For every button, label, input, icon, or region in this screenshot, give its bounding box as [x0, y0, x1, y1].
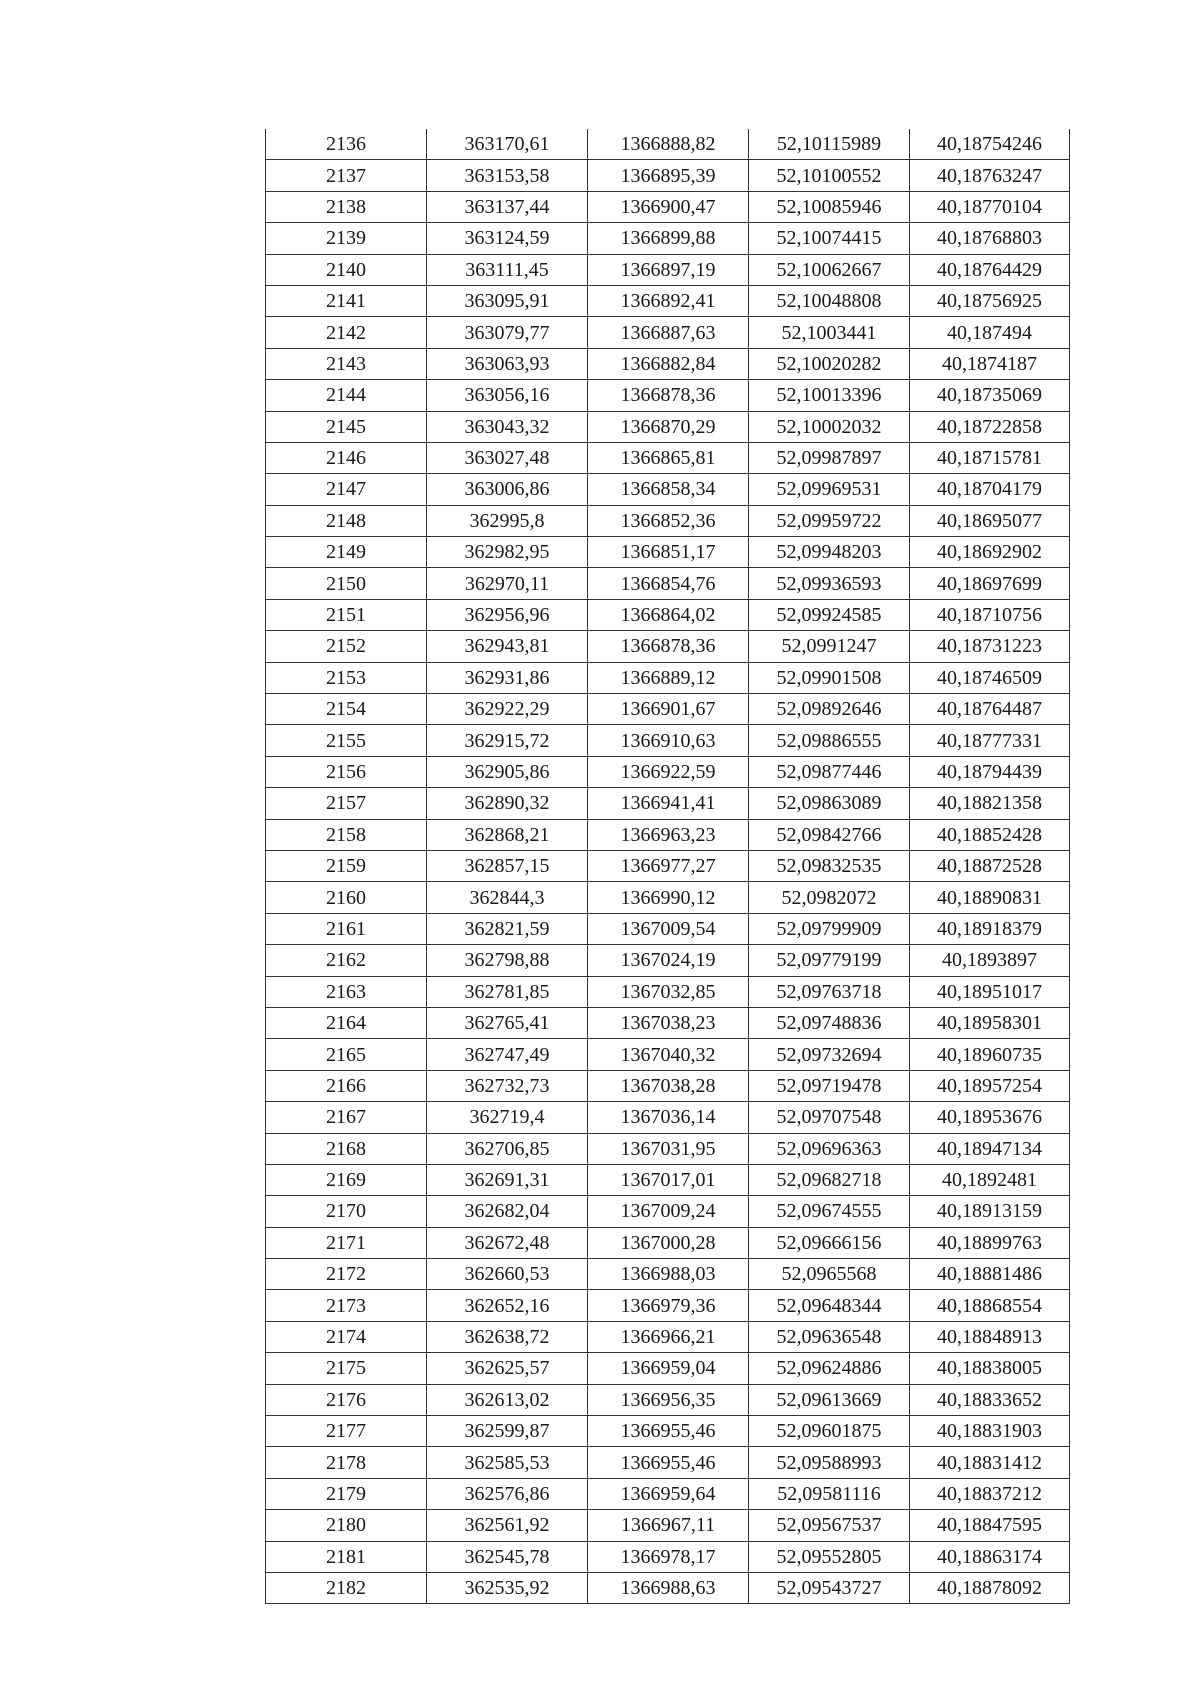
y-coordinate-cell: 1366941,41 — [588, 788, 749, 819]
table-row — [266, 160, 1070, 191]
latitude-cell: 52,09567537 — [749, 1510, 910, 1541]
table-row — [266, 223, 1070, 254]
latitude-cell: 52,09613669 — [749, 1384, 910, 1415]
x-coordinate-cell: 362781,85 — [427, 976, 588, 1007]
point-number-cell: 2141 — [266, 285, 427, 316]
table-row — [266, 662, 1070, 693]
y-coordinate-cell: 1366979,36 — [588, 1290, 749, 1321]
point-number-cell: 2168 — [266, 1133, 427, 1164]
point-number-cell: 2170 — [266, 1196, 427, 1227]
x-coordinate-cell: 362995,8 — [427, 505, 588, 536]
table-row — [266, 1510, 1070, 1541]
x-coordinate-cell: 362821,59 — [427, 913, 588, 944]
latitude-cell: 52,09648344 — [749, 1290, 910, 1321]
y-coordinate-cell: 1366865,81 — [588, 442, 749, 473]
x-coordinate-cell: 362682,04 — [427, 1196, 588, 1227]
x-coordinate-cell: 362922,29 — [427, 694, 588, 725]
point-number-cell: 2182 — [266, 1572, 427, 1603]
longitude-cell: 40,18756925 — [910, 285, 1070, 316]
x-coordinate-cell: 363027,48 — [427, 442, 588, 473]
longitude-cell: 40,18831903 — [910, 1416, 1070, 1447]
y-coordinate-cell: 1367038,23 — [588, 1007, 749, 1038]
latitude-cell: 52,09779199 — [749, 945, 910, 976]
point-number-cell: 2138 — [266, 191, 427, 222]
latitude-cell: 52,10085946 — [749, 191, 910, 222]
y-coordinate-cell: 1366955,46 — [588, 1447, 749, 1478]
x-coordinate-cell: 362672,48 — [427, 1227, 588, 1258]
point-number-cell: 2180 — [266, 1510, 427, 1541]
latitude-cell: 52,0991247 — [749, 631, 910, 662]
latitude-cell: 52,0965568 — [749, 1259, 910, 1290]
point-number-cell: 2167 — [266, 1102, 427, 1133]
table-row — [266, 1541, 1070, 1572]
point-number-cell: 2144 — [266, 380, 427, 411]
table-row — [266, 599, 1070, 630]
y-coordinate-cell: 1366963,23 — [588, 819, 749, 850]
longitude-cell: 40,18754246 — [910, 129, 1070, 160]
y-coordinate-cell: 1366959,64 — [588, 1478, 749, 1509]
table-row — [266, 191, 1070, 222]
point-number-cell: 2156 — [266, 756, 427, 787]
longitude-cell: 40,18821358 — [910, 788, 1070, 819]
longitude-cell: 40,18704179 — [910, 474, 1070, 505]
longitude-cell: 40,18890831 — [910, 882, 1070, 913]
longitude-cell: 40,18833652 — [910, 1384, 1070, 1415]
x-coordinate-cell: 362576,86 — [427, 1478, 588, 1509]
longitude-cell: 40,1892481 — [910, 1164, 1070, 1195]
longitude-cell: 40,187494 — [910, 317, 1070, 348]
longitude-cell: 40,18731223 — [910, 631, 1070, 662]
y-coordinate-cell: 1366878,36 — [588, 380, 749, 411]
table-row — [266, 631, 1070, 662]
latitude-cell: 52,09892646 — [749, 694, 910, 725]
x-coordinate-cell: 362905,86 — [427, 756, 588, 787]
table-row — [266, 1384, 1070, 1415]
point-number-cell: 2154 — [266, 694, 427, 725]
point-number-cell: 2145 — [266, 411, 427, 442]
point-number-cell: 2148 — [266, 505, 427, 536]
x-coordinate-cell: 362706,85 — [427, 1133, 588, 1164]
table-row — [266, 380, 1070, 411]
y-coordinate-cell: 1367040,32 — [588, 1039, 749, 1070]
latitude-cell: 52,10013396 — [749, 380, 910, 411]
table-row — [266, 1039, 1070, 1070]
latitude-cell: 52,09842766 — [749, 819, 910, 850]
latitude-cell: 52,09987897 — [749, 442, 910, 473]
point-number-cell: 2172 — [266, 1259, 427, 1290]
table-row — [266, 819, 1070, 850]
table-row — [266, 129, 1070, 160]
latitude-cell: 52,10002032 — [749, 411, 910, 442]
latitude-cell: 52,09732694 — [749, 1039, 910, 1070]
y-coordinate-cell: 1366899,88 — [588, 223, 749, 254]
table-row — [266, 945, 1070, 976]
table-row — [266, 1353, 1070, 1384]
table-row — [266, 976, 1070, 1007]
x-coordinate-cell: 362956,96 — [427, 599, 588, 630]
table-row — [266, 474, 1070, 505]
y-coordinate-cell: 1367024,19 — [588, 945, 749, 976]
point-number-cell: 2136 — [266, 129, 427, 160]
x-coordinate-cell: 362982,95 — [427, 537, 588, 568]
table-row — [266, 285, 1070, 316]
point-number-cell: 2176 — [266, 1384, 427, 1415]
x-coordinate-cell: 362970,11 — [427, 568, 588, 599]
x-coordinate-cell: 363063,93 — [427, 348, 588, 379]
table-row — [266, 1102, 1070, 1133]
longitude-cell: 40,18881486 — [910, 1259, 1070, 1290]
x-coordinate-cell: 362868,21 — [427, 819, 588, 850]
point-number-cell: 2179 — [266, 1478, 427, 1509]
latitude-cell: 52,10062667 — [749, 254, 910, 285]
table-row — [266, 1478, 1070, 1509]
y-coordinate-cell: 1367009,24 — [588, 1196, 749, 1227]
point-number-cell: 2137 — [266, 160, 427, 191]
y-coordinate-cell: 1366990,12 — [588, 882, 749, 913]
latitude-cell: 52,09636548 — [749, 1321, 910, 1352]
point-number-cell: 2171 — [266, 1227, 427, 1258]
point-number-cell: 2151 — [266, 599, 427, 630]
point-number-cell: 2164 — [266, 1007, 427, 1038]
point-number-cell: 2152 — [266, 631, 427, 662]
point-number-cell: 2178 — [266, 1447, 427, 1478]
point-number-cell: 2161 — [266, 913, 427, 944]
point-number-cell: 2149 — [266, 537, 427, 568]
x-coordinate-cell: 362660,53 — [427, 1259, 588, 1290]
table-row — [266, 725, 1070, 756]
point-number-cell: 2173 — [266, 1290, 427, 1321]
longitude-cell: 40,18947134 — [910, 1133, 1070, 1164]
latitude-cell: 52,10020282 — [749, 348, 910, 379]
point-number-cell: 2157 — [266, 788, 427, 819]
y-coordinate-cell: 1366900,47 — [588, 191, 749, 222]
point-number-cell: 2140 — [266, 254, 427, 285]
table-row — [266, 537, 1070, 568]
latitude-cell: 52,09901508 — [749, 662, 910, 693]
table-row — [266, 850, 1070, 881]
longitude-cell: 40,18852428 — [910, 819, 1070, 850]
coordinates-table — [265, 129, 1070, 1604]
x-coordinate-cell: 363095,91 — [427, 285, 588, 316]
table-row — [266, 411, 1070, 442]
longitude-cell: 40,18863174 — [910, 1541, 1070, 1572]
table-row — [266, 1447, 1070, 1478]
y-coordinate-cell: 1366897,19 — [588, 254, 749, 285]
point-number-cell: 2160 — [266, 882, 427, 913]
latitude-cell: 52,09763718 — [749, 976, 910, 1007]
point-number-cell: 2174 — [266, 1321, 427, 1352]
latitude-cell: 52,09674555 — [749, 1196, 910, 1227]
y-coordinate-cell: 1366955,46 — [588, 1416, 749, 1447]
latitude-cell: 52,09543727 — [749, 1572, 910, 1603]
point-number-cell: 2139 — [266, 223, 427, 254]
y-coordinate-cell: 1366901,67 — [588, 694, 749, 725]
table-row — [266, 1321, 1070, 1352]
x-coordinate-cell: 363137,44 — [427, 191, 588, 222]
longitude-cell: 40,18957254 — [910, 1070, 1070, 1101]
longitude-cell: 40,18722858 — [910, 411, 1070, 442]
y-coordinate-cell: 1366854,76 — [588, 568, 749, 599]
x-coordinate-cell: 362545,78 — [427, 1541, 588, 1572]
latitude-cell: 52,09863089 — [749, 788, 910, 819]
x-coordinate-cell: 362652,16 — [427, 1290, 588, 1321]
point-number-cell: 2153 — [266, 662, 427, 693]
point-number-cell: 2162 — [266, 945, 427, 976]
longitude-cell: 40,18692902 — [910, 537, 1070, 568]
table-row — [266, 882, 1070, 913]
y-coordinate-cell: 1366882,84 — [588, 348, 749, 379]
y-coordinate-cell: 1367009,54 — [588, 913, 749, 944]
x-coordinate-cell: 362599,87 — [427, 1416, 588, 1447]
latitude-cell: 52,09624886 — [749, 1353, 910, 1384]
longitude-cell: 40,18735069 — [910, 380, 1070, 411]
y-coordinate-cell: 1366988,03 — [588, 1259, 749, 1290]
latitude-cell: 52,09799909 — [749, 913, 910, 944]
x-coordinate-cell: 363056,16 — [427, 380, 588, 411]
latitude-cell: 52,09936593 — [749, 568, 910, 599]
table-row — [266, 1572, 1070, 1603]
x-coordinate-cell: 363043,32 — [427, 411, 588, 442]
table-row — [266, 1164, 1070, 1195]
point-number-cell: 2147 — [266, 474, 427, 505]
longitude-cell: 40,1893897 — [910, 945, 1070, 976]
table-row — [266, 1070, 1070, 1101]
latitude-cell: 52,09581116 — [749, 1478, 910, 1509]
point-number-cell: 2165 — [266, 1039, 427, 1070]
longitude-cell: 40,18715781 — [910, 442, 1070, 473]
longitude-cell: 40,1874187 — [910, 348, 1070, 379]
y-coordinate-cell: 1366870,29 — [588, 411, 749, 442]
latitude-cell: 52,09552805 — [749, 1541, 910, 1572]
x-coordinate-cell: 362747,49 — [427, 1039, 588, 1070]
latitude-cell: 52,0982072 — [749, 882, 910, 913]
table-row — [266, 442, 1070, 473]
table-row — [266, 1007, 1070, 1038]
x-coordinate-cell: 362857,15 — [427, 850, 588, 881]
longitude-cell: 40,18960735 — [910, 1039, 1070, 1070]
longitude-cell: 40,18794439 — [910, 756, 1070, 787]
y-coordinate-cell: 1366878,36 — [588, 631, 749, 662]
latitude-cell: 52,09748836 — [749, 1007, 910, 1038]
y-coordinate-cell: 1366892,41 — [588, 285, 749, 316]
x-coordinate-cell: 363153,58 — [427, 160, 588, 191]
y-coordinate-cell: 1366966,21 — [588, 1321, 749, 1352]
latitude-cell: 52,09877446 — [749, 756, 910, 787]
longitude-cell: 40,18868554 — [910, 1290, 1070, 1321]
x-coordinate-cell: 362931,86 — [427, 662, 588, 693]
latitude-cell: 52,09948203 — [749, 537, 910, 568]
y-coordinate-cell: 1367017,01 — [588, 1164, 749, 1195]
x-coordinate-cell: 362719,4 — [427, 1102, 588, 1133]
longitude-cell: 40,18710756 — [910, 599, 1070, 630]
longitude-cell: 40,18764487 — [910, 694, 1070, 725]
longitude-cell: 40,18953676 — [910, 1102, 1070, 1133]
point-number-cell: 2158 — [266, 819, 427, 850]
y-coordinate-cell: 1366864,02 — [588, 599, 749, 630]
longitude-cell: 40,18831412 — [910, 1447, 1070, 1478]
y-coordinate-cell: 1367031,95 — [588, 1133, 749, 1164]
point-number-cell: 2181 — [266, 1541, 427, 1572]
y-coordinate-cell: 1366922,59 — [588, 756, 749, 787]
x-coordinate-cell: 362732,73 — [427, 1070, 588, 1101]
x-coordinate-cell: 362890,32 — [427, 788, 588, 819]
x-coordinate-cell: 363170,61 — [427, 129, 588, 160]
x-coordinate-cell: 362943,81 — [427, 631, 588, 662]
longitude-cell: 40,18951017 — [910, 976, 1070, 1007]
y-coordinate-cell: 1367038,28 — [588, 1070, 749, 1101]
point-number-cell: 2146 — [266, 442, 427, 473]
x-coordinate-cell: 362613,02 — [427, 1384, 588, 1415]
longitude-cell: 40,18848913 — [910, 1321, 1070, 1352]
table-row — [266, 1196, 1070, 1227]
longitude-cell: 40,18837212 — [910, 1478, 1070, 1509]
y-coordinate-cell: 1366910,63 — [588, 725, 749, 756]
coordinates-table-body — [266, 129, 1070, 1604]
x-coordinate-cell: 362915,72 — [427, 725, 588, 756]
point-number-cell: 2142 — [266, 317, 427, 348]
latitude-cell: 52,09707548 — [749, 1102, 910, 1133]
table-row — [266, 694, 1070, 725]
y-coordinate-cell: 1366959,04 — [588, 1353, 749, 1384]
longitude-cell: 40,18872528 — [910, 850, 1070, 881]
longitude-cell: 40,18918379 — [910, 913, 1070, 944]
longitude-cell: 40,18838005 — [910, 1353, 1070, 1384]
point-number-cell: 2159 — [266, 850, 427, 881]
table-row — [266, 913, 1070, 944]
longitude-cell: 40,18913159 — [910, 1196, 1070, 1227]
latitude-cell: 52,09601875 — [749, 1416, 910, 1447]
x-coordinate-cell: 362844,3 — [427, 882, 588, 913]
longitude-cell: 40,18899763 — [910, 1227, 1070, 1258]
y-coordinate-cell: 1366977,27 — [588, 850, 749, 881]
latitude-cell: 52,1003441 — [749, 317, 910, 348]
longitude-cell: 40,18768803 — [910, 223, 1070, 254]
latitude-cell: 52,09666156 — [749, 1227, 910, 1258]
x-coordinate-cell: 363079,77 — [427, 317, 588, 348]
longitude-cell: 40,18695077 — [910, 505, 1070, 536]
x-coordinate-cell: 362638,72 — [427, 1321, 588, 1352]
point-number-cell: 2163 — [266, 976, 427, 1007]
y-coordinate-cell: 1366988,63 — [588, 1572, 749, 1603]
latitude-cell: 52,10074415 — [749, 223, 910, 254]
longitude-cell: 40,18763247 — [910, 160, 1070, 191]
point-number-cell: 2177 — [266, 1416, 427, 1447]
table-row — [266, 1290, 1070, 1321]
y-coordinate-cell: 1367036,14 — [588, 1102, 749, 1133]
table-row — [266, 505, 1070, 536]
y-coordinate-cell: 1366888,82 — [588, 129, 749, 160]
x-coordinate-cell: 362691,31 — [427, 1164, 588, 1195]
y-coordinate-cell: 1366956,35 — [588, 1384, 749, 1415]
x-coordinate-cell: 362585,53 — [427, 1447, 588, 1478]
longitude-cell: 40,18770104 — [910, 191, 1070, 222]
longitude-cell: 40,18777331 — [910, 725, 1070, 756]
table-row — [266, 756, 1070, 787]
y-coordinate-cell: 1366967,11 — [588, 1510, 749, 1541]
y-coordinate-cell: 1366858,34 — [588, 474, 749, 505]
x-coordinate-cell: 362798,88 — [427, 945, 588, 976]
point-number-cell: 2143 — [266, 348, 427, 379]
point-number-cell: 2166 — [266, 1070, 427, 1101]
x-coordinate-cell: 363111,45 — [427, 254, 588, 285]
table-row — [266, 788, 1070, 819]
x-coordinate-cell: 363006,86 — [427, 474, 588, 505]
y-coordinate-cell: 1366978,17 — [588, 1541, 749, 1572]
x-coordinate-cell: 362535,92 — [427, 1572, 588, 1603]
longitude-cell: 40,18878092 — [910, 1572, 1070, 1603]
y-coordinate-cell: 1366851,17 — [588, 537, 749, 568]
y-coordinate-cell: 1366895,39 — [588, 160, 749, 191]
longitude-cell: 40,18746509 — [910, 662, 1070, 693]
x-coordinate-cell: 362561,92 — [427, 1510, 588, 1541]
x-coordinate-cell: 362765,41 — [427, 1007, 588, 1038]
point-number-cell: 2150 — [266, 568, 427, 599]
y-coordinate-cell: 1366887,63 — [588, 317, 749, 348]
latitude-cell: 52,10048808 — [749, 285, 910, 316]
x-coordinate-cell: 362625,57 — [427, 1353, 588, 1384]
longitude-cell: 40,18847595 — [910, 1510, 1070, 1541]
y-coordinate-cell: 1366852,36 — [588, 505, 749, 536]
latitude-cell: 52,09696363 — [749, 1133, 910, 1164]
latitude-cell: 52,09924585 — [749, 599, 910, 630]
y-coordinate-cell: 1367000,28 — [588, 1227, 749, 1258]
latitude-cell: 52,10100552 — [749, 160, 910, 191]
table-row — [266, 348, 1070, 379]
latitude-cell: 52,09886555 — [749, 725, 910, 756]
y-coordinate-cell: 1367032,85 — [588, 976, 749, 1007]
table-row — [266, 1133, 1070, 1164]
table-row — [266, 568, 1070, 599]
point-number-cell: 2169 — [266, 1164, 427, 1195]
x-coordinate-cell: 363124,59 — [427, 223, 588, 254]
point-number-cell: 2175 — [266, 1353, 427, 1384]
longitude-cell: 40,18958301 — [910, 1007, 1070, 1038]
longitude-cell: 40,18697699 — [910, 568, 1070, 599]
latitude-cell: 52,09832535 — [749, 850, 910, 881]
longitude-cell: 40,18764429 — [910, 254, 1070, 285]
latitude-cell: 52,09959722 — [749, 505, 910, 536]
latitude-cell: 52,09719478 — [749, 1070, 910, 1101]
table-row — [266, 1416, 1070, 1447]
latitude-cell: 52,09588993 — [749, 1447, 910, 1478]
table-row — [266, 1259, 1070, 1290]
table-row — [266, 254, 1070, 285]
latitude-cell: 52,09969531 — [749, 474, 910, 505]
latitude-cell: 52,10115989 — [749, 129, 910, 160]
point-number-cell: 2155 — [266, 725, 427, 756]
table-row — [266, 317, 1070, 348]
latitude-cell: 52,09682718 — [749, 1164, 910, 1195]
y-coordinate-cell: 1366889,12 — [588, 662, 749, 693]
table-row — [266, 1227, 1070, 1258]
